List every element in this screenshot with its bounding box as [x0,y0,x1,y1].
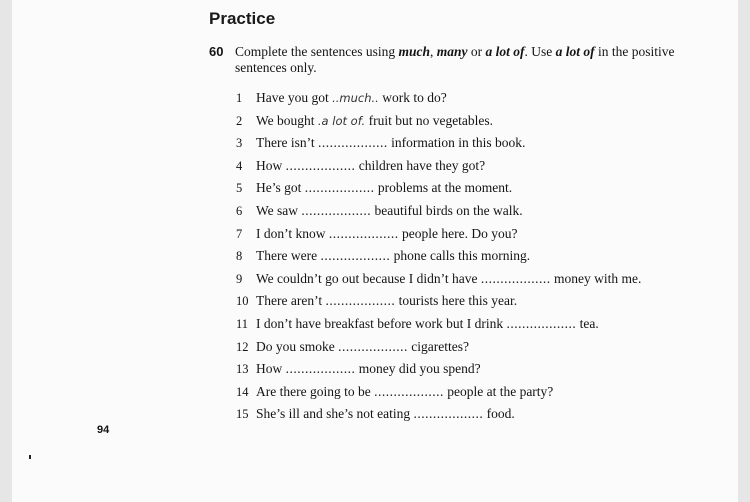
item-text-before: Have you got [256,90,333,105]
item-number: 7 [236,226,243,241]
item-answer-blank: .................. [301,202,372,218]
item-number: 9 [236,271,243,286]
item-answer-blank: .................. [328,225,399,241]
item-text-before: There isn’t [256,135,318,151]
item-text-before: Are there going to be [256,383,375,399]
item-sentence [256,202,523,220]
item-text-before: We couldn’t go out because I didn’t have [256,270,481,286]
item-text-before: Do you smoke [256,338,339,354]
instr-keyword-much: much [398,44,430,59]
item-number: 8 [236,249,243,264]
item-sentence [256,112,493,130]
instr-keyword-a-lot-of: a lot of [485,44,525,59]
item-text-before: She’s ill and she’s not eating [256,406,414,422]
instr-text: or [467,44,486,59]
item-number: 5 [236,181,243,196]
item-text-after: beautiful birds on the walk. [371,202,523,218]
exercise-item [236,247,706,270]
item-text-after: problems at the moment. [374,180,513,196]
item-number: 13 [236,362,249,377]
item-text-after: cigarettes? [407,338,469,354]
instr-text: . Use [524,44,556,59]
exercise-item [236,157,706,180]
item-number: 14 [236,384,249,399]
exercise-item [236,134,706,157]
instr-keyword-a-lot-of: a lot of [555,44,595,59]
instr-text: Complete the sentences using [235,44,399,59]
item-number: 2 [236,113,243,128]
item-answer-blank: .................. [506,315,577,331]
margin-mark [29,455,31,459]
item-text-after: phone calls this morning. [390,248,531,264]
item-number: 6 [236,203,243,218]
item-text-after: food. [483,406,515,422]
exercise-item [236,338,706,361]
exercise-item [236,292,706,315]
item-text-after: work to do? [378,90,447,105]
item-number: 3 [236,136,243,151]
item-answer-blank: .................. [325,293,396,309]
item-answer-blank: .................. [285,361,356,377]
exercise-item [236,179,706,202]
exercise-item [236,89,706,112]
item-answer-blank: .................. [480,270,551,286]
instr-text: in the positive sentences only. [235,44,675,75]
item-sentence [256,292,517,310]
item-sentence [256,405,515,423]
item-number: 11 [236,316,249,331]
item-text-after: children have they got? [355,157,486,173]
item-text-before: We bought [256,112,318,128]
item-text-before: How [256,361,286,377]
item-sentence [256,383,553,401]
item-answer-blank: .................. [285,157,356,173]
exercise-item [236,383,706,406]
item-text-after: tourists here this year. [395,293,518,309]
item-text-after: tea. [576,315,599,331]
exercise-item [236,315,706,338]
item-sentence [256,179,512,197]
item-answer-blank: .................. [317,135,388,151]
item-text-after: information in this book. [387,135,526,151]
item-text-after: people at the party? [443,383,554,399]
item-answer-blank: .................. [338,338,408,354]
item-answer-blank: .................. [320,248,391,264]
exercise-number: 60 [209,44,224,59]
item-text-before: He’s got [256,180,305,196]
item-sentence [256,134,525,152]
exercise-instructions [235,44,675,76]
left-margin-shadow [0,0,12,502]
item-text-after: people here. Do you? [398,225,518,241]
item-sentence [256,360,481,378]
instr-text: , [429,44,437,59]
item-answer-blank: .................. [304,180,375,196]
item-number: 12 [236,339,249,354]
item-answer-blank: .a lot of. [317,113,366,128]
exercise-item [236,112,706,135]
exercise-item [236,360,706,383]
page-number: 94 [97,424,110,436]
exercise-item [236,225,706,248]
item-sentence [256,338,469,356]
item-text-before: I don’t have breakfast before work but I drink [256,315,507,331]
item-sentence [256,225,517,243]
item-number: 10 [236,294,249,309]
item-sentence [256,89,447,107]
item-text-before: I don’t know [256,225,329,241]
exercise-item [236,405,706,428]
item-text-after: money did you spend? [355,361,481,377]
exercise-item [236,202,706,225]
item-answer-blank: .................. [374,383,444,399]
item-sentence [256,247,530,265]
item-text-before: How [256,157,286,173]
exercise-item [236,270,706,293]
item-text-after: fruit but no vegetables. [365,112,494,128]
item-text-after: money with me. [550,270,642,286]
item-sentence [256,270,641,288]
item-answer-blank: .................. [413,406,484,422]
item-text-before: There aren’t [256,293,326,309]
section-heading: Practice [209,9,276,28]
item-sentence [256,157,485,175]
item-answer-blank: ..much.. [332,91,379,105]
instr-keyword-many: many [436,44,468,59]
item-sentence [256,315,599,333]
item-number: 15 [236,407,249,422]
item-number: 1 [236,91,243,105]
item-text-before: We saw [256,202,302,218]
item-number: 4 [236,158,243,173]
exercise-items [236,89,706,428]
right-margin-shadow [738,0,750,502]
item-text-before: There were [256,248,321,264]
